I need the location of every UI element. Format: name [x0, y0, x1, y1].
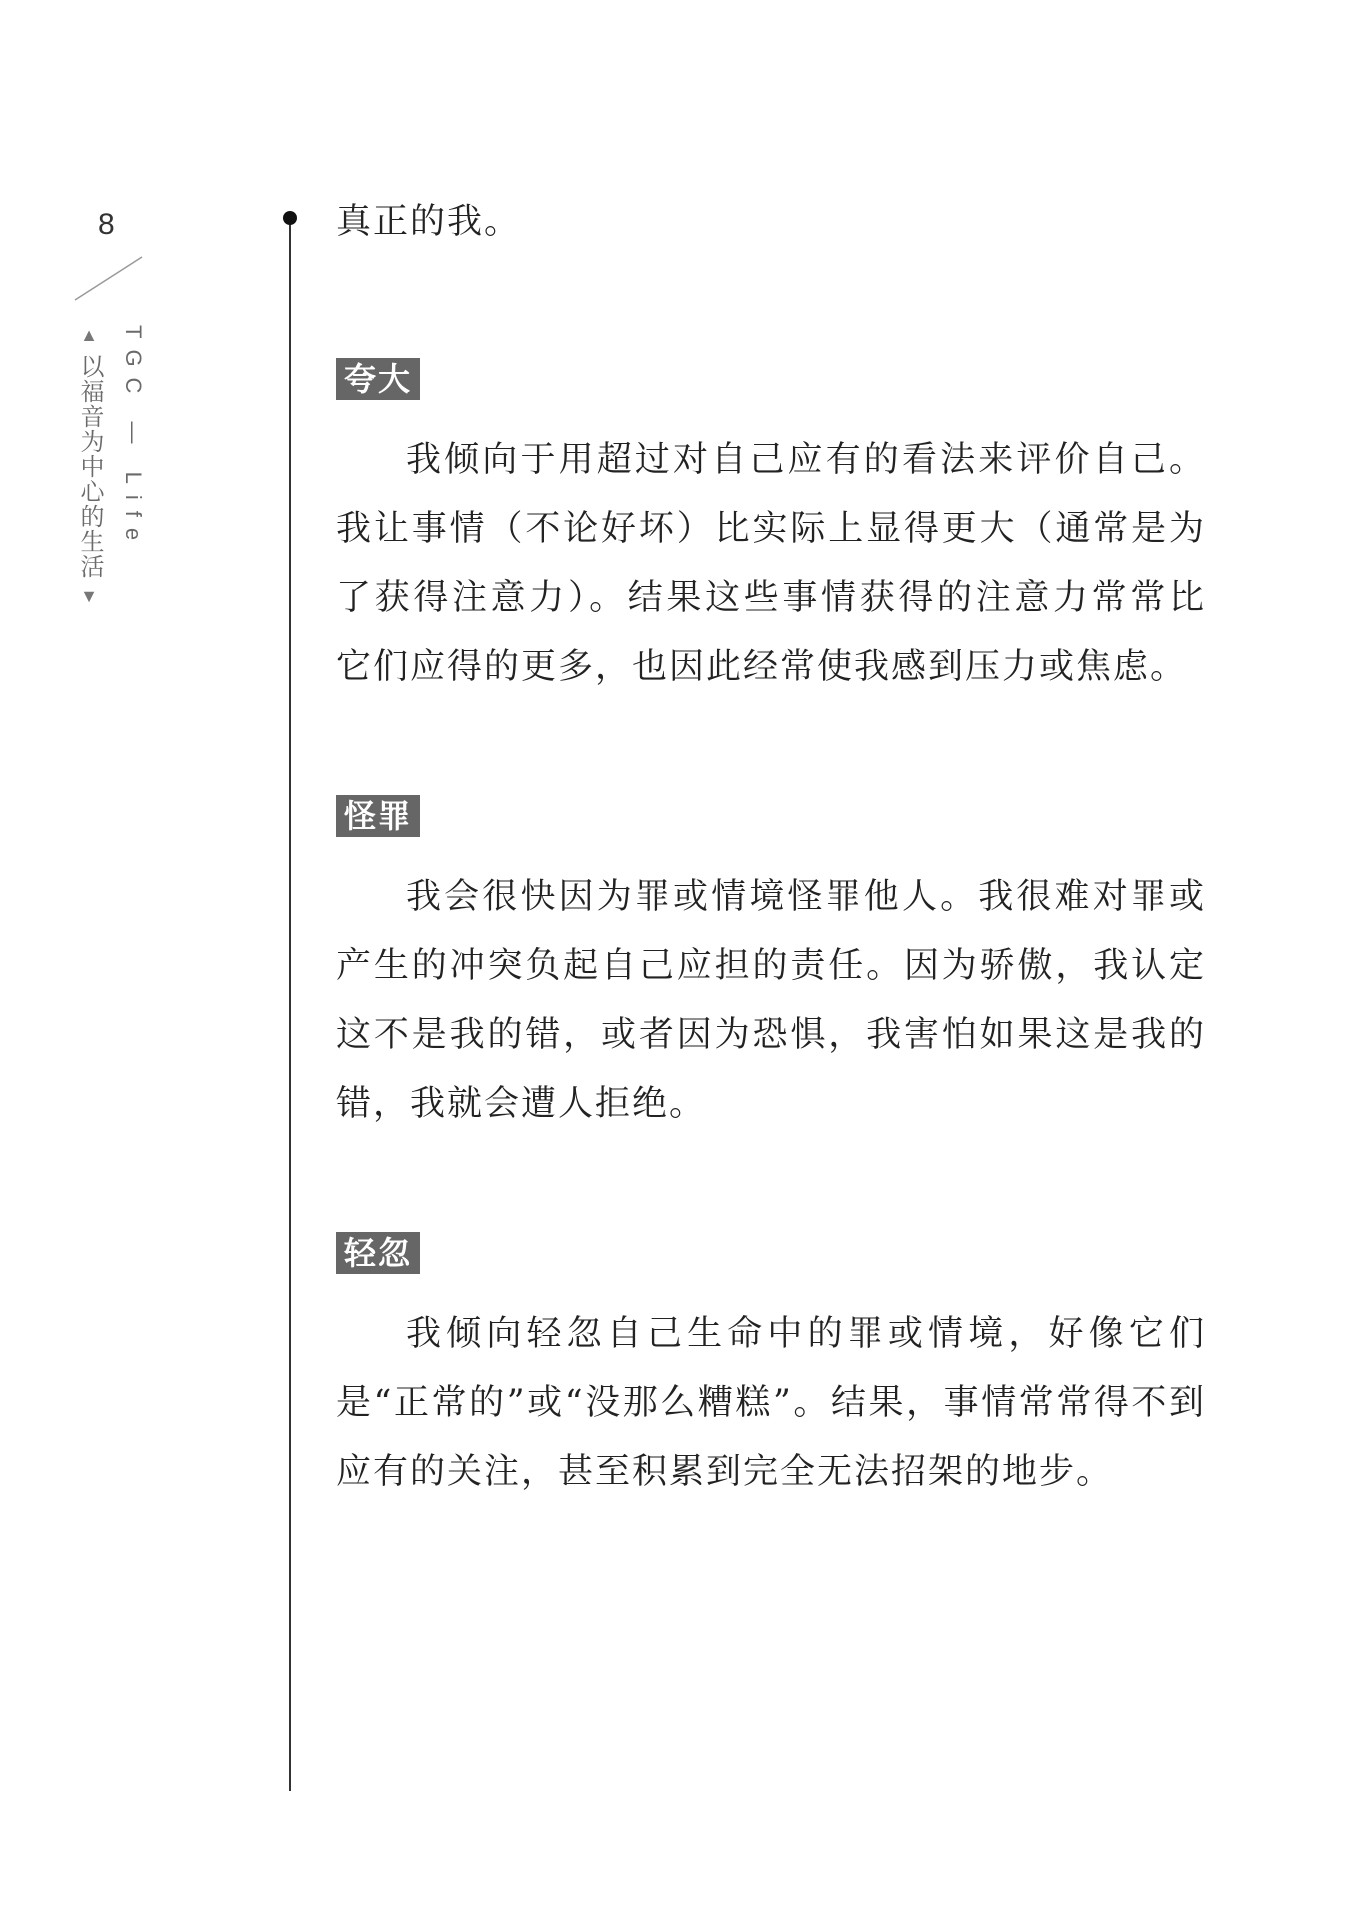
section-blame: [336, 782, 1206, 1139]
section-heading: 夸大: [336, 358, 420, 400]
section-paragraph: 我会很快因为罪或情境怪罪他人。我很难对罪或产生的冲突负起自己应担的责任。因为骄傲，我认定这不是我的错，或者因为恐惧，我害怕如果这是我的错，我就会遭人拒绝。: [336, 877, 1206, 1124]
rule-dot-icon: [283, 211, 297, 225]
main-text: [336, 188, 1206, 1507]
book-title: 以福音为中心的生活: [76, 353, 103, 579]
opening-line: 真正的我。: [336, 202, 522, 242]
vertical-rule: [289, 221, 291, 1791]
running-head-chinese: [73, 325, 107, 607]
section-heading: 怪罪: [336, 795, 420, 837]
section-paragraph: 我倾向于用超过对自己应有的看法来评价自己。我让事情（不论好坏）比实际上显得更大（通常是为了获得注意力）。结果这些事情获得的注意力常常比它们应得的更多，也因此经常使我感到压力或焦虑。: [336, 440, 1206, 687]
section-neglect: [336, 1219, 1206, 1507]
section-paragraph: 我倾向轻忽自己生命中的罪或情境，好像它们是“正常的”或“没那么糟糕”。结果，事情常常得不到应有的关注，甚至积累到完全无法招架的地步。: [336, 1314, 1206, 1492]
section-heading: 轻忽: [336, 1232, 420, 1274]
section-exaggerate: [336, 345, 1206, 702]
arrow-down-icon: ▼: [79, 586, 99, 608]
running-head-english: TGC — Life: [121, 325, 146, 552]
arrow-up-icon: ▲: [79, 325, 99, 346]
diagonal-divider: [70, 255, 150, 305]
page-number: 8: [98, 208, 115, 241]
